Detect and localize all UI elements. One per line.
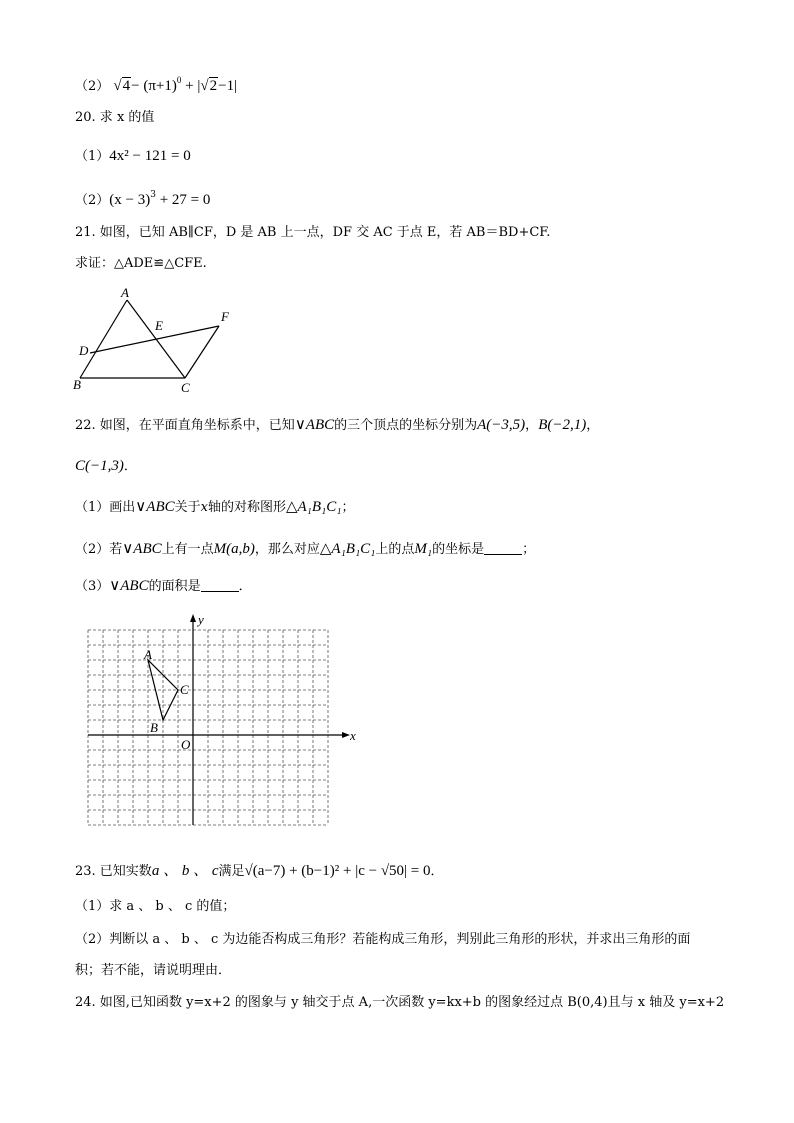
- x-axis-label: x: [350, 728, 356, 743]
- label-F: F: [221, 309, 229, 324]
- label-E: E: [155, 318, 163, 333]
- y-axis-label: y: [198, 612, 204, 627]
- q21-prove: 求证：△ADE≌△CFE.: [75, 256, 207, 271]
- label-C: C: [181, 380, 190, 395]
- point-label-B: B: [150, 720, 158, 735]
- part-number: （2）: [75, 79, 110, 94]
- q20-part1: （1）4x² − 121 = 0: [75, 148, 191, 164]
- label-A: A: [121, 285, 129, 300]
- q19-part2: [75, 70, 237, 97]
- segment-CF: [185, 326, 219, 378]
- q23-part1: （1）求 a 、 b 、 c 的值；: [75, 899, 236, 914]
- segment-AB: [80, 300, 127, 378]
- label-D: D: [79, 343, 89, 358]
- x-axis-arrow: [342, 732, 350, 738]
- q22-part1: （1）画出∨ABC关于x轴的对称图形△A₁B₁C₁；: [75, 499, 355, 515]
- q20-title: 20. 求 x 的值: [75, 110, 155, 125]
- label-B: B: [73, 377, 81, 392]
- q20-part2: $(2)(x - 3)^3 + 27 = 0$: [75, 190, 211, 208]
- y-axis-arrow: [190, 614, 196, 622]
- q21-statement: 21. 如图，已知 AB∥CF，D 是 AB 上一点，DF 交 AC 于点 E，若 AB＝BD+CF.: [75, 225, 551, 240]
- q23-part2-cont: 积；若不能，请说明理由．: [75, 963, 232, 978]
- q22-statement-cont: C(−1,3)．: [75, 458, 137, 474]
- answer-blank[interactable]: [201, 578, 239, 592]
- q19-expression: $√4- (\pi+1)^0 + |√2-1|$: [113, 75, 238, 94]
- q23-statement: 23. 已知实数a 、 b 、 c满足√(a−7) + (b−1)² + |c − √50| = 0．: [75, 863, 444, 879]
- coordinate-grid: [80, 610, 356, 835]
- q24-statement: 24. 如图,已知函数 y=x+2 的图象与 y 轴交于点 A,一次函数 y=kx+b 的图象经过点 B(0,4)且与 x 轴及 y=x+2: [75, 995, 725, 1010]
- point-label-C: C: [180, 682, 189, 697]
- q23-part2: （2）判断以 a 、 b 、 c 为边能否构成三角形？若能构成三角形，判别此三角形的形状，并求出三角形的面: [75, 932, 691, 947]
- q21-figure: [70, 282, 240, 397]
- q22-part3: （3）∨ABC的面积是 ．: [75, 578, 252, 594]
- origin-label: O: [181, 737, 191, 752]
- answer-blank[interactable]: [484, 541, 522, 555]
- point-label-A: A: [144, 647, 152, 662]
- q22-statement: 22. 如图，在平面直角坐标系中，已知∨ABC的三个顶点的坐标分别为A(−3,5)，B(−2,1)，: [75, 417, 600, 433]
- q22-part2: （2）若∨ABC上有一点M(a,b)，那么对应△A₁B₁C₁上的点M₁的坐标是 ；: [75, 541, 536, 557]
